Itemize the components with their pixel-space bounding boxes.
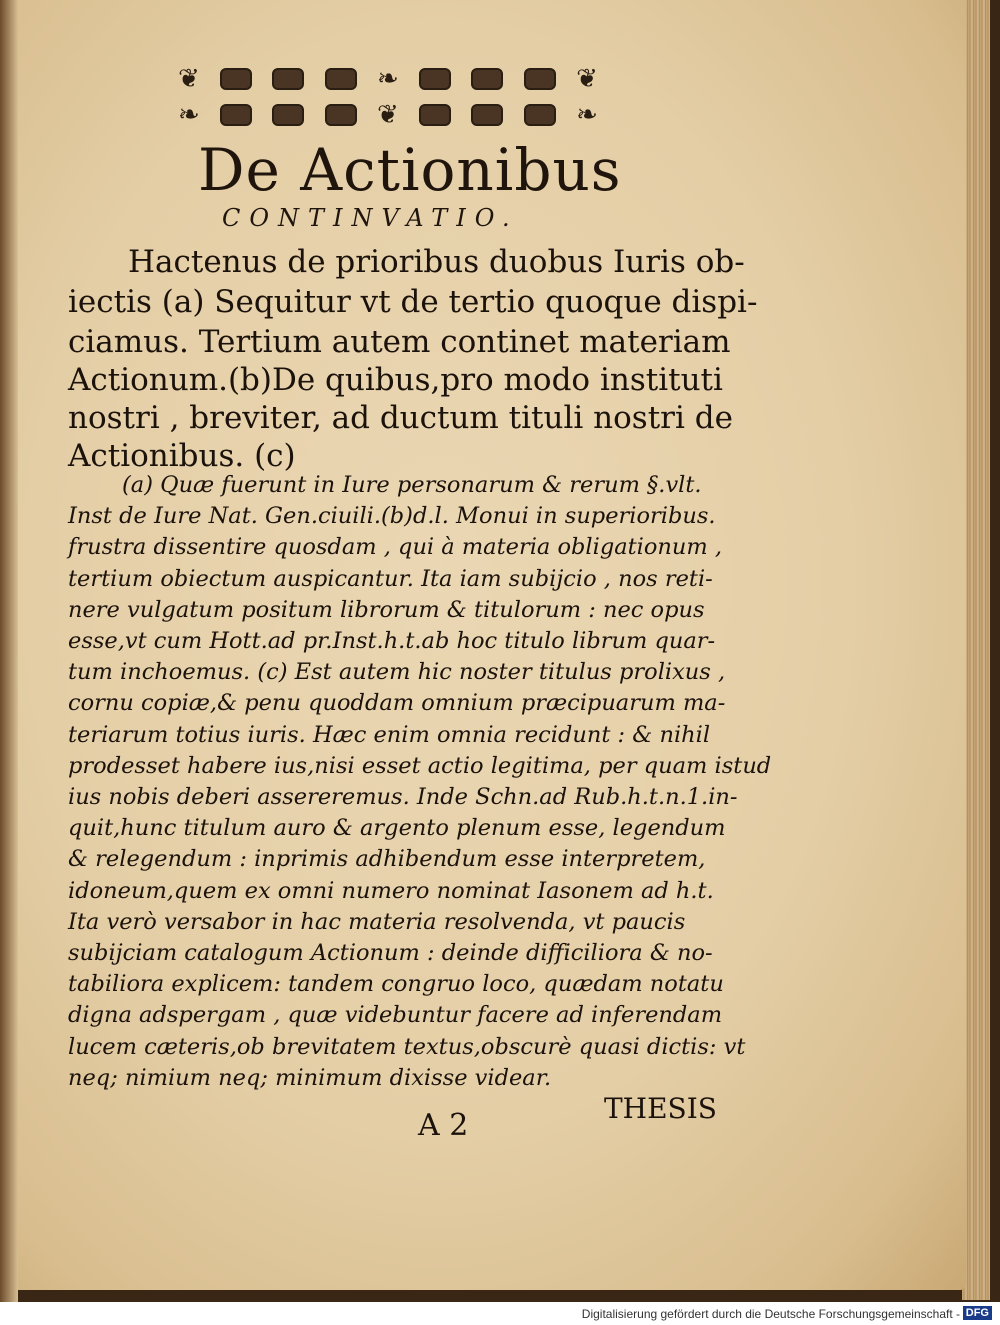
footnote-line: neq; nimium neq; minimum dixisse videar.: [68, 1064, 552, 1091]
ornament-block: [419, 68, 451, 90]
footnote-line: Ita verò versabor in hac materia resolvenda, vt paucis: [68, 908, 686, 935]
fleuron-icon: ❦: [178, 64, 200, 94]
fleuron-icon: ❧: [576, 100, 598, 130]
ornament-block: [471, 68, 503, 90]
body-line: nostri , breviter, ad ductum tituli nostri de: [68, 400, 733, 436]
gutter-shadow: [0, 0, 18, 1302]
footnote-line: lucem cæteris,ob brevitatem textus,obscurè quasi dictis: vt: [68, 1033, 746, 1060]
footnote-line: nere vulgatum positum librorum & titulorum : nec opus: [68, 596, 705, 623]
fleuron-icon: ❦: [576, 64, 598, 94]
footnote-line: esse,vt cum Hott.ad pr.Inst.h.t.ab hoc titulo librum quar-: [68, 628, 716, 654]
headpiece-ornament-bottom: [178, 98, 598, 132]
page-title: De Actionibus: [198, 136, 622, 204]
footer-bar: [0, 1303, 1000, 1325]
ornament-block: [325, 68, 357, 90]
headpiece-ornament-top: [178, 62, 598, 96]
ornament-block: [220, 104, 252, 126]
footnote-line: teriarum totius iuris. Hæc enim omnia recidunt : & nihil: [68, 721, 711, 748]
footnote-line: tum inchoemus. (c) Est autem hic noster titulus prolixus ,: [68, 659, 726, 686]
ornament-block: [524, 68, 556, 90]
footnote-line: digna adspergam , quæ videbuntur facere ad inferendam: [68, 1002, 723, 1029]
footnote-line: prodesset habere ius,nisi esset actio legitima, per quam istud: [68, 752, 772, 779]
footnote-line: tertium obiectum auspicantur. Ita iam subijcio , nos reti-: [68, 565, 713, 592]
page-edge: [962, 0, 990, 1300]
footnote-line: cornu copiæ,& penu quoddam omnium præcipuarum ma-: [68, 690, 726, 717]
footnote-line: frustra dissentire quosdam , qui à materia obligationum ,: [68, 534, 723, 561]
footnote-line: Inst de Iure Nat. Gen.ciuili.(b)d.l. Monui in superioribus.: [68, 503, 716, 530]
body-line: iectis (a) Sequitur vt de tertio quoque dispi-: [68, 284, 758, 320]
footer-credit: Digitalisierung gefördert durch die Deutsche Forschungsgemeinschaft -: [581, 1307, 960, 1321]
footnote-line: subijciam catalogum Actionum : deinde difficiliora & no-: [68, 940, 713, 966]
footnote-line: tabiliora explicem: tandem congruo loco, quædam notatu: [68, 971, 724, 998]
ornament-block: [220, 68, 252, 90]
footnote-line: quit,hunc titulum auro & argento plenum esse, legendum: [68, 815, 726, 842]
ornament-block: [272, 104, 304, 126]
fleuron-icon: ❦: [377, 100, 399, 130]
ornament-block: [325, 104, 357, 126]
fleuron-icon: ❧: [377, 64, 399, 94]
footnote-line: (a) Quæ fuerunt in Iure personarum & rerum §.vlt.: [122, 472, 702, 498]
body-line: Hactenus de prioribus duobus Iuris ob-: [128, 244, 745, 280]
footnote-line: & relegendum : inprimis adhibendum esse interpretem,: [68, 846, 706, 873]
catchword: THESIS: [604, 1092, 717, 1125]
body-line: ciamus. Tertium autem continet materiam: [68, 324, 731, 360]
signature-mark: A 2: [418, 1108, 469, 1143]
body-line: Actionum.(b)De quibus,pro modo instituti: [68, 362, 723, 398]
fleuron-icon: ❧: [178, 100, 200, 130]
ornament-block: [419, 104, 451, 126]
footnote-line: ius nobis deberi assereremus. Inde Schn.ad Rub.h.t.n.1.in-: [68, 784, 738, 810]
footnote-line: idoneum,quem ex omni numero nominat Iasonem ad h.t.: [68, 877, 714, 904]
ornament-block: [471, 104, 503, 126]
ornament-block: [272, 68, 304, 90]
ornament-block: [524, 104, 556, 126]
page-subtitle: CONTINVATIO.: [222, 204, 519, 232]
dfg-logo: DFG: [963, 1306, 992, 1320]
body-line: Actionibus. (c): [68, 438, 296, 474]
